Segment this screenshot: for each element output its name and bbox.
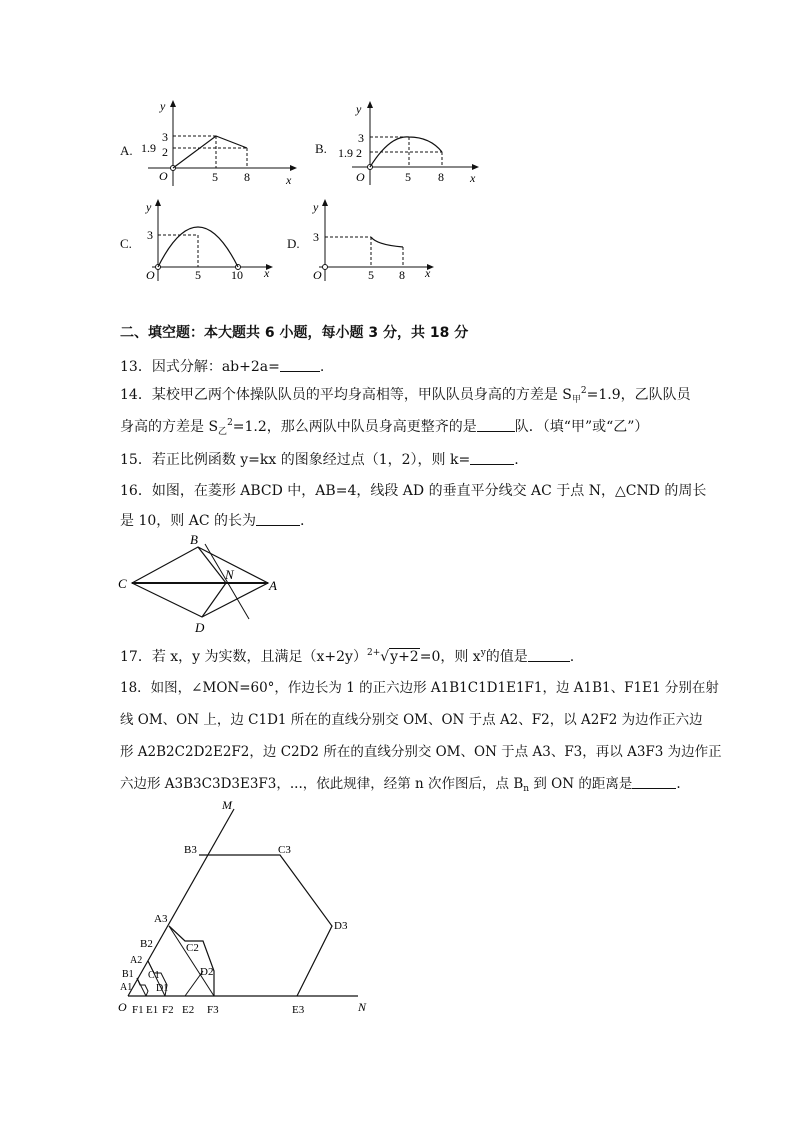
tick: 3 bbox=[147, 228, 153, 242]
question-14-line-1 bbox=[120, 384, 691, 405]
rhombus-figure bbox=[115, 532, 290, 638]
q14-sup: 2 bbox=[580, 386, 587, 396]
q17-text: 的值是 bbox=[485, 649, 528, 665]
graph-b bbox=[332, 97, 492, 190]
section-heading: 二、填空题：本大题共 6 小题，每小题 3 分，共 18 分 bbox=[120, 325, 469, 341]
q17-radicand: y+2 bbox=[390, 649, 419, 665]
answer-blank[interactable] bbox=[632, 776, 676, 789]
answer-blank[interactable] bbox=[470, 452, 514, 465]
answer-blank[interactable] bbox=[528, 649, 570, 662]
svg-text:B2: B2 bbox=[140, 938, 153, 950]
question-16-line-2 bbox=[120, 510, 304, 530]
tick: 3 bbox=[162, 130, 168, 144]
question-18-line-3: 形 A2B2C2D2E2F2，边 C2D2 所在的直线分别交 OM、ON 于点 A3、F3，再以 A3F3 为边作正 bbox=[120, 744, 722, 760]
label-b: B bbox=[190, 532, 198, 547]
svg-text:F1: F1 bbox=[132, 1004, 144, 1016]
q17-sup: y bbox=[480, 648, 486, 658]
y-label: y bbox=[160, 99, 166, 113]
q14-sup: 2 bbox=[227, 418, 233, 428]
hexagon-figure bbox=[110, 795, 380, 1025]
sqrt-sign: √ bbox=[380, 649, 390, 665]
q15-end: . bbox=[514, 452, 519, 468]
label-d: D bbox=[195, 620, 205, 635]
tick: 5 bbox=[405, 170, 411, 184]
x-label: x bbox=[286, 173, 292, 187]
origin: O bbox=[159, 169, 168, 183]
svg-text:A3: A3 bbox=[154, 913, 168, 925]
svg-text:F3: F3 bbox=[207, 1004, 219, 1016]
svg-text:O: O bbox=[118, 1000, 127, 1014]
q16-end: . bbox=[300, 513, 305, 529]
q14-text: 队．（填“甲”或“乙”） bbox=[514, 419, 649, 435]
q14-sub: 甲 bbox=[571, 395, 581, 405]
choice-b-letter[interactable]: B. bbox=[315, 141, 327, 156]
svg-text:C1: C1 bbox=[148, 970, 160, 981]
question-18-line-2: 线 OM、ON 上，边 C1D1 所在的直线分别交 OM、ON 于点 A2、F2，以 A2F2 为边作正六边 bbox=[120, 712, 703, 728]
q14-text: 身高的方差是 S bbox=[120, 419, 219, 435]
svg-text:N: N bbox=[358, 1000, 367, 1014]
graph-a bbox=[138, 98, 303, 190]
tick: 8 bbox=[244, 170, 250, 184]
q13-text: 13．因式分解：ab+2a= bbox=[120, 359, 280, 375]
q14-text: =1.2，那么两队中队员身高更整齐的是 bbox=[232, 419, 477, 435]
q16-text: 是 10，则 AC 的长为 bbox=[120, 513, 256, 529]
q15-text: 15．若正比例函数 y=kx 的图象经过点（1，2），则 k= bbox=[120, 452, 471, 468]
x-label: x bbox=[425, 266, 431, 280]
q14-text: =1.9，乙队队员 bbox=[586, 387, 691, 403]
x-label: x bbox=[470, 171, 476, 185]
origin: O bbox=[146, 268, 155, 281]
choice-c-letter[interactable]: C. bbox=[120, 236, 132, 251]
tick: 3 bbox=[358, 131, 364, 145]
tick: 5 bbox=[195, 268, 201, 281]
y-label: y bbox=[356, 102, 362, 116]
y-label: y bbox=[146, 200, 152, 214]
question-18-line-4: 六边形 A3B3C3D3E3F3，...，依此规律，经第 n 次作图后，点 $B_n$ 到 ON 的距离是 . bbox=[120, 776, 681, 794]
answer-blank[interactable] bbox=[256, 513, 300, 526]
y-label: y bbox=[313, 200, 319, 214]
svg-text:M: M bbox=[222, 798, 232, 812]
tick: 8 bbox=[438, 170, 444, 184]
choice-a-letter[interactable]: A. bbox=[120, 143, 133, 158]
q17-sup: 2 bbox=[366, 648, 373, 658]
tick: 5 bbox=[368, 268, 374, 281]
tick: 3 bbox=[313, 230, 319, 244]
x-label: x bbox=[264, 266, 270, 280]
tick: 5 bbox=[212, 170, 218, 184]
label-c: C bbox=[118, 576, 127, 591]
question-16-line-1: 16．如图，在菱形 ABCD 中，AB=4，线段 AD 的垂直平分线交 AC 于点 N，△CND 的周长 bbox=[120, 483, 707, 499]
tick: 1.9 bbox=[141, 141, 156, 155]
question-15 bbox=[120, 449, 519, 469]
svg-text:C3: C3 bbox=[278, 844, 291, 856]
origin: O bbox=[313, 268, 322, 281]
origin: O bbox=[356, 170, 365, 184]
question-13 bbox=[120, 356, 324, 376]
svg-text:D1: D1 bbox=[156, 983, 169, 994]
svg-text:B1: B1 bbox=[122, 969, 134, 980]
tick: 8 bbox=[399, 268, 405, 281]
question-14-line-2 bbox=[120, 416, 648, 437]
svg-text:C2: C2 bbox=[186, 942, 199, 954]
q17-plus: + bbox=[372, 648, 381, 658]
svg-text:A1: A1 bbox=[120, 982, 133, 993]
tick: 10 bbox=[231, 268, 243, 281]
graph-d bbox=[305, 197, 445, 281]
graph-c bbox=[138, 197, 283, 281]
svg-text:D3: D3 bbox=[334, 920, 348, 932]
answer-blank[interactable] bbox=[477, 419, 515, 432]
tick: 1.9 2 bbox=[338, 146, 362, 160]
choice-d-letter[interactable]: D. bbox=[287, 236, 300, 251]
label-a: A bbox=[269, 578, 277, 593]
q17-text: =0，则 x bbox=[419, 649, 481, 665]
q17-end: . bbox=[569, 649, 575, 665]
svg-text:E1: E1 bbox=[146, 1004, 159, 1016]
svg-text:F2: F2 bbox=[162, 1004, 174, 1016]
tick: 2 bbox=[162, 145, 168, 159]
question-17 bbox=[120, 646, 574, 666]
svg-text:D2: D2 bbox=[200, 966, 214, 978]
svg-text:B3: B3 bbox=[184, 844, 197, 856]
question-18-line-1: 18．如图，∠MON=60°，作边长为 1 的正六边形 A1B1C1D1E1F1，边 A1B1、F1E1 分别在射 bbox=[120, 680, 719, 696]
q13-end: . bbox=[319, 359, 325, 375]
svg-text:A2: A2 bbox=[130, 955, 143, 966]
answer-blank[interactable] bbox=[280, 359, 320, 372]
svg-text:E3: E3 bbox=[292, 1004, 305, 1016]
q17-text: 17．若 x，y 为实数，且满足（x+2y） bbox=[120, 649, 367, 665]
svg-text:E2: E2 bbox=[182, 1004, 195, 1016]
q14-sub: 乙 bbox=[218, 427, 228, 437]
q14-text: 14．某校甲乙两个体操队队员的平均身高相等，甲队队员身高的方差是 S bbox=[120, 387, 572, 403]
label-n: N bbox=[225, 567, 234, 582]
